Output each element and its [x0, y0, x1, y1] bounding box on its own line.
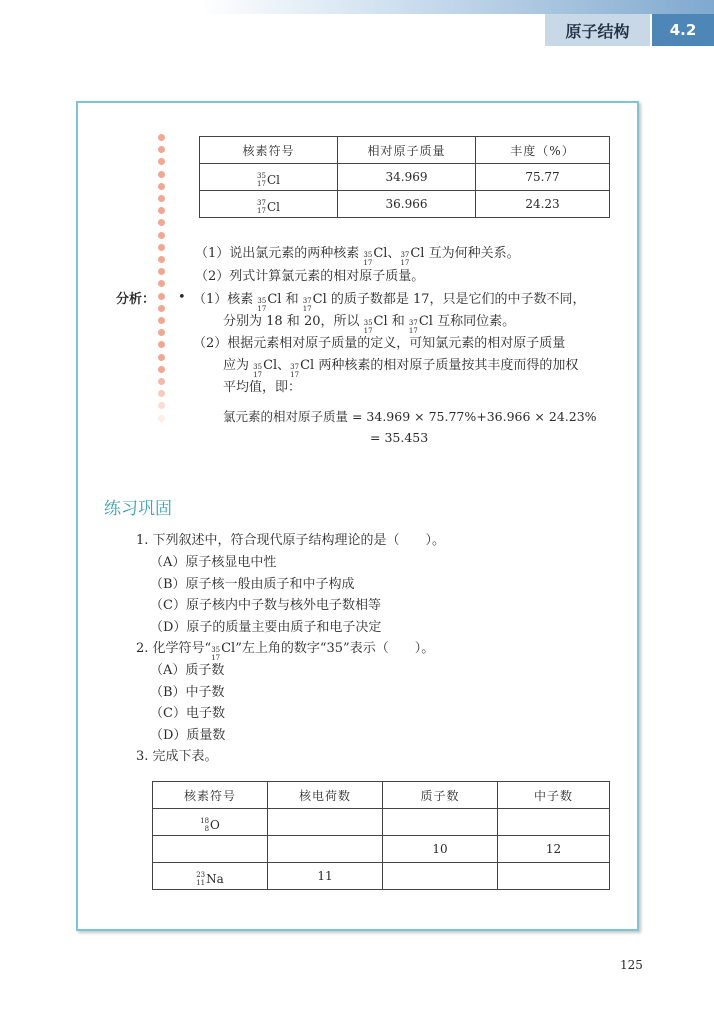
nuclide-symbol-cell — [153, 809, 268, 836]
nuclide-cl35 — [257, 172, 280, 188]
decorative-dot — [158, 305, 165, 312]
atomic-number: 17 — [408, 327, 418, 335]
text-part: Cl 互称同位素。 — [418, 314, 516, 329]
nuclide-symbol-cell — [153, 836, 268, 863]
protons-cell — [383, 809, 498, 836]
decorative-dot — [158, 171, 165, 178]
text-part: Cl、 — [263, 358, 291, 373]
col-header-charge: 核电荷数 — [268, 782, 383, 809]
relative-mass-cell: 36.966 — [338, 191, 476, 218]
atomic-number: 17 — [290, 371, 300, 379]
nuclide-data-table — [199, 136, 610, 218]
fill-in-table — [152, 781, 610, 890]
abundance-cell: 24.23 — [476, 191, 610, 218]
atomic-number: 17 — [257, 179, 266, 188]
q1-option-a: （A）原子核显电中性 — [150, 555, 277, 570]
col-header-abundance: 丰度（%） — [476, 137, 610, 164]
mass-number: 37 — [257, 198, 266, 207]
q1-option-b: （B）原子核一般由质子和中子构成 — [150, 577, 355, 592]
col-header-mass: 相对原子质量 — [338, 137, 476, 164]
mass-number: 37 — [408, 319, 418, 327]
table-row — [200, 164, 610, 191]
nuclide-symbol-cell — [153, 863, 268, 890]
mass-number: 18 — [200, 816, 210, 825]
col-header-symbol: 核素符号 — [153, 782, 268, 809]
text-part: Cl 和 — [373, 314, 409, 329]
atomic-number: 17 — [363, 259, 373, 267]
mass-number: 35 — [253, 363, 263, 371]
decorative-dot — [158, 134, 165, 141]
charge-cell — [268, 809, 383, 836]
element-symbol: Cl — [266, 199, 280, 214]
col-header-protons: 质子数 — [383, 782, 498, 809]
decorative-dot — [158, 232, 165, 239]
neutrons-cell — [498, 809, 610, 836]
exercise-question-1: 1. 下列叙述中，符合现代原子结构理论的是（ ）。 — [136, 533, 446, 548]
mass-number: 35 — [257, 171, 266, 180]
table-row — [153, 863, 610, 890]
q2-option-a: （A）质子数 — [150, 663, 225, 678]
text-part: （1）说出氯元素的两种核素 — [195, 246, 364, 261]
nuclide-symbol-cell — [200, 164, 338, 191]
mass-number: 37 — [302, 297, 312, 305]
decorative-dot — [158, 183, 165, 190]
exercise-question-3: 3. 完成下表。 — [136, 749, 218, 764]
atomic-number: 17 — [257, 305, 267, 313]
mass-number: 35 — [257, 297, 267, 305]
table-row — [200, 191, 610, 218]
text-part: Cl 和 — [267, 292, 303, 307]
table-row — [153, 836, 610, 863]
col-header-neutrons: 中子数 — [498, 782, 610, 809]
analysis-p2-line1: （2）根据元素相对原子质量的定义，可知氯元素的相对原子质量 — [193, 336, 566, 351]
neutrons-cell: 12 — [498, 836, 610, 863]
abundance-cell: 75.77 — [476, 164, 610, 191]
nuclide-symbol-cell — [200, 191, 338, 218]
mass-number: 37 — [400, 251, 410, 259]
decorative-dot — [158, 366, 165, 373]
analysis-label: 分析： — [116, 292, 156, 307]
decorative-dot — [158, 244, 165, 251]
atomic-number: 17 — [253, 371, 263, 379]
section-number: 4.2 — [652, 14, 714, 46]
protons-cell: 10 — [383, 836, 498, 863]
mass-number: 35 — [363, 319, 373, 327]
q1-option-c: （C）原子核内中子数与核外电子数相等 — [150, 598, 381, 613]
text-part: 应为 — [223, 358, 254, 373]
text-part: Cl、 — [373, 246, 401, 261]
decorative-dot — [158, 317, 165, 324]
atomic-number: 17 — [257, 206, 266, 215]
example-question-1 — [195, 242, 520, 267]
decorative-dot — [158, 415, 165, 422]
formula-result: = 35.453 — [370, 430, 429, 445]
nuclide-o18 — [200, 817, 220, 833]
text-part: （1）核素 — [193, 292, 258, 307]
text-part: Cl 两种核素的相对原子质量按其丰度而得的加权 — [300, 358, 579, 373]
page-number: 125 — [620, 958, 643, 972]
decorative-dot — [158, 378, 165, 385]
protons-cell — [383, 863, 498, 890]
nuclide-cl37 — [257, 199, 280, 215]
exercise-section-title: 练习巩固 — [104, 499, 172, 519]
decorative-dot — [158, 354, 165, 361]
mass-number: 23 — [196, 870, 206, 879]
atomic-number: 11 — [196, 878, 206, 887]
col-header-symbol: 核素符号 — [200, 137, 338, 164]
table-header-row — [153, 782, 610, 809]
atomic-number: 17 — [302, 305, 312, 313]
header-gradient-bar — [0, 0, 714, 14]
atomic-number: 17 — [363, 327, 373, 335]
element-symbol: Cl — [266, 172, 280, 187]
mass-number: 35 — [363, 251, 373, 259]
text-part: 2. 化学符号“ — [136, 641, 212, 656]
analysis-p2-line3: 平均值，即： — [223, 380, 302, 395]
decorative-dot — [158, 195, 165, 202]
q2-option-b: （B）中子数 — [150, 685, 225, 700]
text-part: 分别为 18 和 20，所以 — [223, 314, 364, 329]
nuclide-na23 — [196, 871, 224, 887]
text-part: Cl”左上角的数字“35”表示（ ）。 — [221, 641, 435, 656]
atomic-number: 8 — [204, 824, 210, 833]
chapter-title: 原子结构 — [545, 14, 650, 46]
formula-line: 氯元素的相对原子质量 = 34.969 × 75.77%+36.966 × 24.23% — [223, 409, 597, 424]
q2-option-d: （D）质量数 — [150, 728, 226, 743]
q1-option-d: （D）原子的质量主要由质子和电子决定 — [150, 620, 382, 635]
charge-cell: 11 — [268, 863, 383, 890]
example-question-2: （2）列式计算氯元素的相对原子质量。 — [195, 269, 425, 284]
q2-option-c: （C）电子数 — [150, 706, 225, 721]
bullet-icon: • — [178, 290, 186, 305]
mass-number: 37 — [290, 363, 300, 371]
decorative-dot — [158, 293, 165, 300]
charge-cell — [268, 836, 383, 863]
atomic-number: 17 — [211, 654, 221, 662]
element-symbol: O — [210, 817, 220, 832]
relative-mass-cell: 34.969 — [338, 164, 476, 191]
table-row — [153, 809, 610, 836]
decorative-dot — [158, 256, 165, 263]
neutrons-cell — [498, 863, 610, 890]
text-part: Cl 互为何种关系。 — [410, 246, 520, 261]
element-symbol: Na — [206, 871, 224, 886]
table-header-row — [200, 137, 610, 164]
text-part: Cl 的质子数都是 17，只是它们的中子数不同， — [312, 292, 586, 307]
mass-number: 35 — [211, 646, 221, 654]
atomic-number: 17 — [400, 259, 410, 267]
